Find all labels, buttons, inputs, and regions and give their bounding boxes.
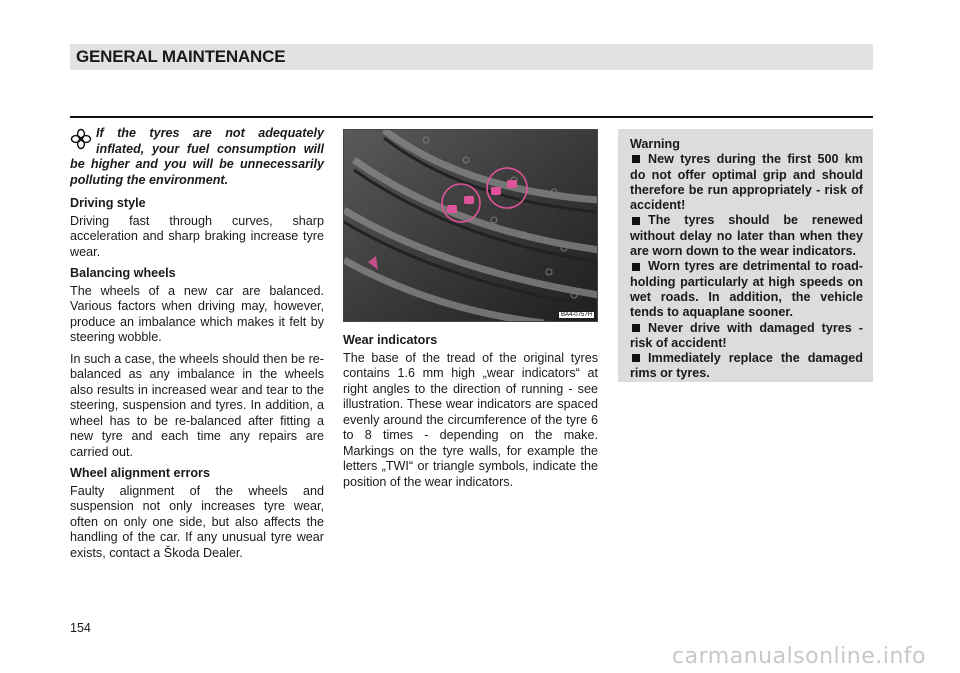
section-header-bar	[70, 44, 873, 70]
environment-note-text: If the tyres are not adequately inflated, your fuel consumption will be higher and you will be unnecessarily polluting the environment.	[70, 126, 324, 187]
page-number: 154	[70, 621, 91, 635]
heading-balancing-wheels: Balancing wheels	[70, 266, 176, 280]
heading-wear-indicators: Wear indicators	[343, 333, 438, 347]
warning-item: New tyres during the first 500 km do not offer optimal grip and should therefore be run appropriately - risk of accident!	[630, 152, 863, 213]
bullet-square-icon	[632, 324, 640, 332]
warning-box	[618, 129, 873, 382]
tyre-tread-figure	[343, 129, 598, 322]
paragraph-wear-indicators: The base of the tread of the original tyres contains 1.6 mm high „wear indicators“ at right angles to the direction of running - see illustration. These wear indicators are spaced evenly around the circumference of the tyre 6 to 8 times - depending on the make. Markings on the tyre walls, for example the letters „TWI“ or triangle symbols, indicate the position of the wear indicators.	[343, 350, 598, 489]
left-column	[70, 126, 324, 567]
warning-title: Warning	[630, 137, 680, 151]
paragraph-balancing-2: In such a case, the wheels should then be re-balanced as any imbalance in the wheels also results in increased wear and tear to the steering, suspension and tyres. In addition, a wheel has to be re-balanced after fitting a new tyre and each time any repairs are carried out.	[70, 351, 324, 459]
bullet-square-icon	[632, 263, 640, 271]
section-title: GENERAL MAINTENANCE	[76, 47, 286, 66]
watermark[interactable]: carmanualsonline.info	[672, 644, 926, 669]
bullet-square-icon	[632, 217, 640, 225]
warning-item: Never drive with damaged tyres - risk of accident!	[630, 320, 863, 350]
flower-environment-icon	[70, 128, 92, 150]
heading-driving-style: Driving style	[70, 196, 146, 210]
figure-label: BA4-0757H	[560, 312, 592, 318]
bullet-square-icon	[632, 155, 640, 163]
warning-item: Worn tyres are detrimental to road-holding particularly at high speeds on wet roads. In addition, the vehicle tends to aquaplane sooner.	[630, 259, 863, 320]
paragraph-balancing-1: The wheels of a new car are balanced. Various factors when driving may, however, produce an imbalance which makes it felt by steering wobble.	[70, 283, 324, 344]
warning-item: The tyres should be renewed without delay no later than when they are worn down to the wear indicators.	[630, 213, 863, 259]
bullet-square-icon	[632, 354, 640, 362]
middle-column	[343, 333, 598, 496]
heading-wheel-alignment: Wheel alignment errors	[70, 466, 210, 480]
environment-note	[70, 126, 324, 188]
tyre-tread-wear-indicator-illustration	[344, 130, 598, 322]
paragraph-wheel-alignment: Faulty alignment of the wheels and suspension not only increases tyre wear, often on only one side, but also affects the handling of the car. If any unusual tyre wear exists, contact a Škoda Dealer.	[70, 483, 324, 560]
paragraph-driving-style: Driving fast through curves, sharp acceleration and sharp braking increase tyre wear.	[70, 213, 324, 259]
horizontal-rule	[70, 116, 873, 118]
warning-item: Immediately replace the damaged rims or tyres.	[630, 351, 863, 381]
